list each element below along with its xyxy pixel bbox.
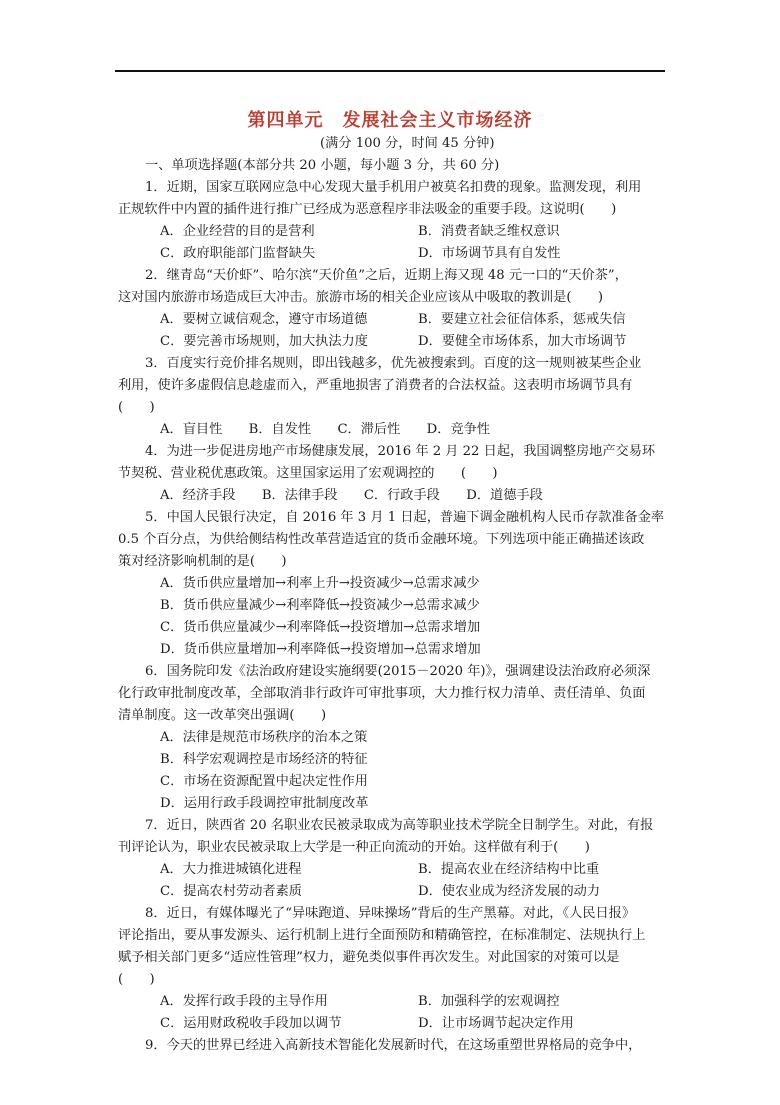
question-text: 刊评论认为，职业农民被录取上大学是一种正向流动的开始。这样做有利于( )	[118, 840, 590, 855]
option-c: C．货币供应量减少→利率降低→投资增加→总需求增加	[160, 620, 481, 635]
option-b: B．科学宏观调控是市场经济的特征	[160, 752, 368, 767]
question-text: 1．近期，国家互联网应急中心发现大量手机用户被莫名扣费的现象。监测发现，利用	[145, 180, 642, 195]
question-text: 这对国内旅游市场造成巨大冲击。旅游市场的相关企业应该从中吸取的教训是( )	[118, 290, 604, 305]
section-heading: 一、单项选择题(本部分共 20 小题，每小题 3 分，共 60 分)	[145, 158, 500, 173]
option-d: D．货币供应量增加→利率降低→投资增加→总需求增加	[160, 642, 481, 657]
option-b: B．加强科学的宏观调控	[418, 994, 560, 1009]
question-text: 0.5 个百分点，为供给侧结构性改革营造适宜的货币金融环境。下列选项中能正确描述该政	[118, 532, 645, 547]
option-c: C．运用财政税收手段加以调节	[160, 1016, 342, 1031]
option-d: D．要健全市场体系，加大市场调节	[418, 334, 627, 349]
question-text: 3．百度实行竞价排名规则，即出钱越多，优先被搜索到。百度的这一规则被某些企业	[145, 356, 642, 371]
options-row: A．盲目性 B．自发性 C．滞后性 D．竞争性	[160, 422, 491, 437]
question-text: 化行政审批制度改革，全部取消非行政许可审批事项，大力推行权力清单、责任清单、负面	[118, 686, 646, 701]
question-text: 4．为进一步促进房地产市场健康发展，2016 年 2 月 22 日起，我国调整房地产交易环	[145, 444, 656, 459]
option-a: A．大力推进城镇化进程	[160, 862, 302, 877]
question-text: 正规软件中内置的插件进行推广已经成为恶意程序非法吸金的重要手段。这说明( )	[118, 202, 617, 217]
question-text: 评论指出，要从事发源头、运行机制上进行全面预防和精确管控，在标准制定、法规执行上	[118, 928, 646, 943]
option-a: A．发挥行政手段的主导作用	[160, 994, 328, 1009]
option-d: D．市场调节具有自发性	[418, 246, 561, 261]
option-a: A．法律是规范市场秩序的治本之策	[160, 730, 368, 745]
option-d: D．使农业成为经济发展的动力	[418, 884, 601, 899]
answer-blank: ( )	[118, 972, 155, 987]
options-row: A．经济手段 B．法律手段 C．行政手段 D．道德手段	[160, 488, 543, 503]
question-text: 6．国务院印发《法治政府建设实施纲要(2015－2020 年)》，强调建设法治政府必须深	[145, 664, 651, 679]
answer-blank: ( )	[118, 400, 155, 415]
question-text: 5．中国人民银行决定，自 2016 年 3 月 1 日起，普遍下调金融机构人民币存款准备金率	[145, 510, 665, 525]
page-title: 第四单元 发展社会主义市场经济	[247, 110, 533, 131]
option-a: A．企业经营的目的是营利	[160, 224, 315, 239]
question-text: 9．今天的世界已经进入高新技术智能化发展新时代，在这场重塑世界格局的竞争中，	[145, 1038, 642, 1053]
question-text: 清单制度。这一改革突出强调( )	[118, 708, 327, 723]
score-time-note: (满分 100 分，时间 45 分钟)	[320, 136, 495, 151]
option-d: D．让市场调节起决定作用	[418, 1016, 574, 1031]
option-b: B．要建立社会征信体系，惩戒失信	[418, 312, 626, 327]
option-a: A．货币供应量增加→利率上升→投资减少→总需求减少	[160, 576, 480, 591]
question-text: 节契税、营业税优惠政策。这里国家运用了宏观调控的 ( )	[118, 466, 498, 481]
question-text: 7．近日，陕西省 20 名职业农民被录取成为高等职业技术学院全日制学生。对此，有报	[145, 818, 654, 833]
option-b: B．提高农业在经济结构中比重	[418, 862, 600, 877]
option-d: D．运用行政手段调控审批制度改革	[160, 796, 369, 811]
question-text: 2．继青岛“天价虾”、哈尔滨“天价鱼”之后，近期上海又现 48 元一口的“天价茶”，	[145, 268, 628, 283]
option-c: C．市场在资源配置中起决定性作用	[160, 774, 368, 789]
question-text: 策对经济影响机制的是( )	[118, 554, 287, 569]
option-b: B．货币供应量减少→利率降低→投资减少→总需求减少	[160, 598, 480, 613]
question-text: 赋予相关部门更多“适应性管理”权力，避免类似事件再次发生。对此国家的对策可以是	[118, 950, 620, 965]
option-a: A．要树立诚信观念，遵守市场道德	[160, 312, 368, 327]
question-text: 利用，使许多虚假信息趁虚而入，严重地损害了消费者的合法权益。这表明市场调节具有	[118, 378, 633, 393]
question-text: 8．近日，有媒体曝光了“异味跑道、异味操场”背后的生产黑幕。对此，《人民日报》	[145, 906, 636, 921]
option-c: C．政府职能部门监督缺失	[160, 246, 316, 261]
option-c: C．提高农村劳动者素质	[160, 884, 302, 899]
top-rule	[115, 70, 665, 72]
option-b: B．消费者缺乏维权意识	[418, 224, 560, 239]
option-c: C．要完善市场规则，加大执法力度	[160, 334, 368, 349]
